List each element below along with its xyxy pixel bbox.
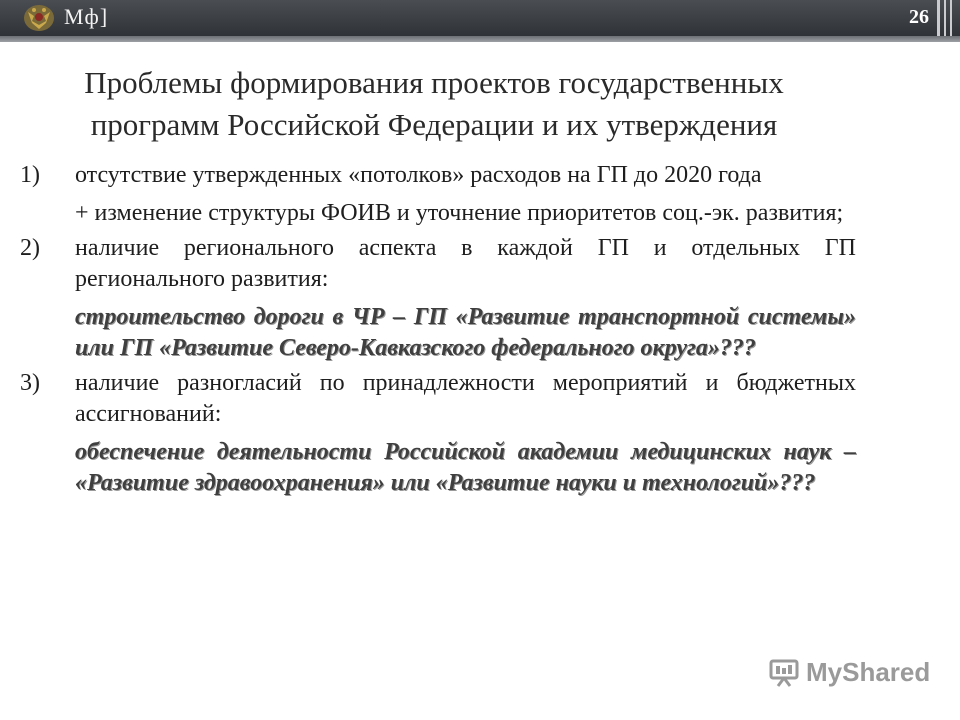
list-item-text: отсутствие утвержденных «потолков» расходов на ГП до 2020 года — [75, 162, 762, 188]
list-item-text: наличие разногласий по принадлежности мероприятий и бюджетных ассигнований: — [75, 370, 856, 427]
slide-title — [0, 62, 868, 146]
list-item — [20, 233, 856, 364]
list-item — [20, 368, 856, 499]
header-bar — [0, 0, 960, 36]
list-item-number: 2) — [20, 235, 40, 261]
list-item-example: обеспечение деятельности Российской академии медицинских наук – «Развитие здравоохранения» или «Развитие науки и технологий»??? — [75, 439, 856, 496]
presentation-icon — [768, 657, 800, 687]
watermark-text: MyShared — [806, 657, 931, 687]
list-item — [20, 160, 856, 229]
coat-of-arms-icon — [22, 3, 56, 33]
list-item-example: строительство дороги в ЧР – ГП «Развитие транспортной системы» или ГП «Развитие Северо-Кавказского федерального округа»??? — [75, 304, 856, 361]
ministry-logo-text: Мф] — [64, 4, 109, 29]
list-item-text: наличие регионального аспекта в каждой ГП и отдельных ГП регионального развития: — [75, 235, 856, 292]
list-item-number: 3) — [20, 370, 40, 396]
problem-list — [20, 160, 856, 499]
list-item-number: 1) — [20, 162, 40, 188]
slide-title-line: программ Российской Федерации и их утверждения — [90, 107, 778, 142]
list-item-note: + изменение структуры ФОИВ и уточнение приоритетов соц.-эк. развития; — [75, 200, 844, 226]
page-number: 26 — [909, 6, 929, 28]
slide-title-line: Проблемы формирования проектов государственных — [84, 65, 784, 100]
watermark — [768, 655, 931, 689]
header-stripe — [0, 36, 960, 42]
